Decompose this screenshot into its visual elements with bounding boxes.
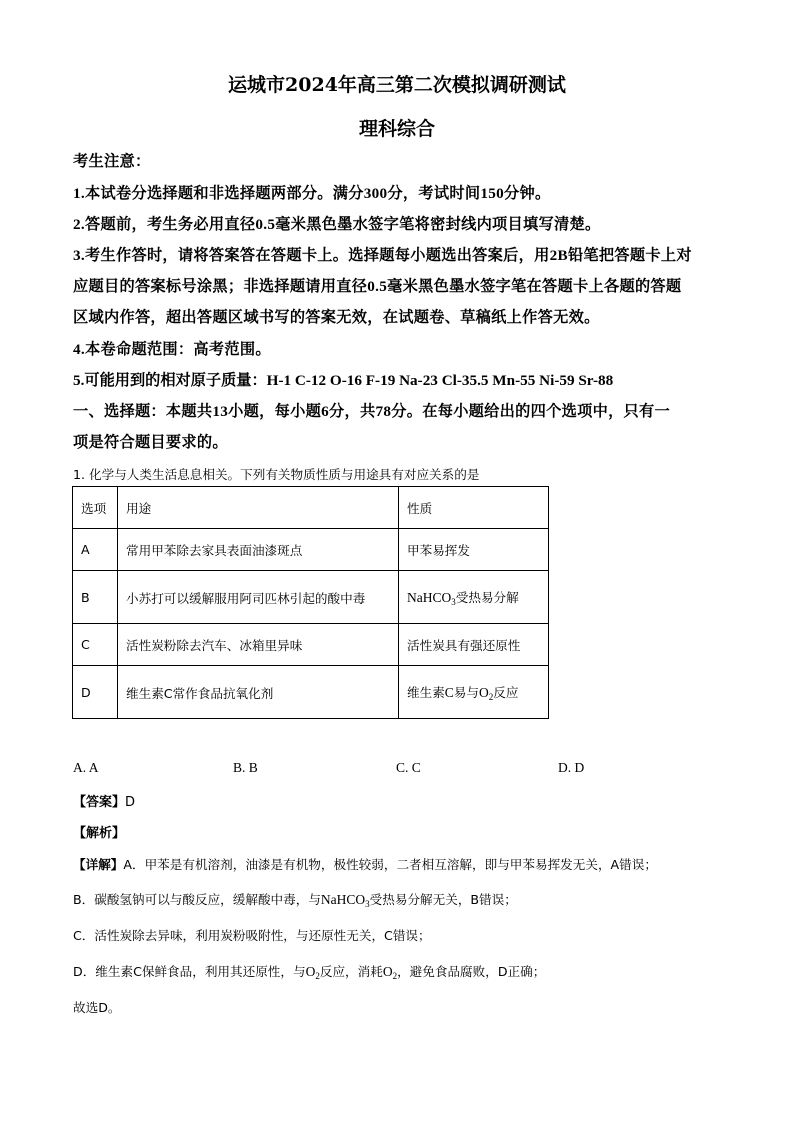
detail-d-subscript: 2 (315, 971, 320, 981)
detail-line-a (73, 854, 657, 873)
row-c-property: 活性炭具有强还原性 (399, 624, 549, 666)
header-property: 性质 (399, 487, 549, 529)
detail-a-text: A．甲苯是有机溶剂，油漆是有机物，极性较弱，二者相互溶解，即与甲苯易挥发无关，A错误； (123, 857, 657, 872)
analysis-label: 【解析】 (73, 826, 126, 841)
row-d-property-text-2: 易与 (453, 685, 479, 700)
options-table (72, 486, 549, 719)
answer-line (73, 791, 135, 810)
notice-item-4: 4.本卷命题范围：高考范围。 (73, 341, 271, 358)
answer-label: 【答案】 (73, 795, 126, 810)
notice-item-3-cont-1: 应题目的答案标号涂黑；非选择题请用直径0.5毫米黑色墨水签字笔在答题卡上各题的答题 (73, 278, 682, 295)
detail-line-c: C．活性炭除去异味，利用炭粉吸附性，与还原性无关，C错误； (73, 928, 431, 943)
section-heading-line2: 项是符合题目要求的。 (73, 434, 228, 451)
choice-b: B. B (233, 760, 258, 775)
table-row (73, 529, 549, 571)
detail-d-subscript-2: 2 (392, 971, 398, 981)
row-d-property-text-3: 反应 (493, 685, 519, 700)
notice-item-1: 1.本试卷分选择题和非选择题两部分。满分300分，考试时间150分钟。 (73, 185, 551, 202)
notice-heading: 考生注意： (73, 153, 151, 170)
row-d-option: D (73, 666, 118, 719)
row-c-use: 活性炭粉除去汽车、冰箱里异味 (118, 624, 399, 666)
notice-item-2: 2.答题前，考生务必用直径0.5毫米黑色墨水签字笔将密封线内项目填写清楚。 (73, 216, 601, 233)
choice-c: C. C (396, 760, 421, 775)
row-b-property-text: 受热易分解 (455, 590, 519, 605)
row-d-property-text-1: 维生素 (407, 685, 445, 700)
table-row (73, 624, 549, 666)
row-b-use: 小苏打可以缓解服用阿司匹林引起的酸中毒 (118, 571, 399, 624)
row-a-property: 甲苯易挥发 (399, 529, 549, 571)
row-a-option: A (73, 529, 118, 571)
nahco3-formula: NaHCO (407, 590, 452, 605)
table-row (73, 666, 549, 719)
row-c-option: C (73, 624, 118, 666)
detail-d-text-3: ，避免食品腐败，D正确； (397, 964, 546, 979)
row-b-property (399, 571, 549, 624)
detail-line-b (73, 889, 517, 909)
answer-value: D (125, 795, 136, 810)
table-header-row (73, 487, 549, 529)
detail-d-text-1: D．维生素C保鲜食品，利用其还原性，与 (73, 964, 306, 979)
detail-d-oxygen: O (305, 964, 316, 979)
row-d-property (399, 666, 549, 719)
question-1-stem: 1. 化学与人类生活息息相关。下列有关物质性质与用途具有对应关系的是 (73, 467, 480, 482)
section-heading-line1: 一、选择题：本题共13小题，每小题6分，共78分。在每小题给出的四个选项中，只有一 (73, 403, 671, 420)
oxygen-formula: O (478, 685, 489, 700)
notice-item-5: 5.可能用到的相对原子质量：H-1 C-12 O-16 F-19 Na-23 Cl-35.5 Mn-55 Ni-59 Sr-88 (73, 372, 614, 389)
detail-label: 【详解】 (73, 857, 124, 872)
notice-item-3-cont-2: 区域内作答，超出答题区域书写的答案无效，在试题卷、草稿纸上作答无效。 (73, 309, 600, 326)
detail-d-oxygen-2: O (382, 964, 393, 979)
header-use: 用途 (118, 487, 399, 529)
choice-a: A. A (73, 760, 99, 775)
header-option: 选项 (73, 487, 118, 529)
nahco3-subscript: 3 (451, 597, 456, 607)
row-d-use: 维生素C常作食品抗氧化剂 (118, 666, 399, 719)
detail-b-subscript: 3 (365, 899, 370, 909)
exam-title: 运城市2024年高三第二次模拟调研测试 (228, 74, 566, 96)
row-b-option: B (73, 571, 118, 624)
notice-item-3: 3.考生作答时，请将答案答在答题卡上。选择题每小题选出答案后，用2B铅笔把答题卡上对 (73, 247, 692, 264)
exam-subtitle: 理科综合 (358, 118, 435, 140)
vitamin-c-letter: C (444, 685, 454, 700)
table-row (73, 571, 549, 624)
row-a-use: 常用甲苯除去家具表面油漆斑点 (118, 529, 399, 571)
detail-d-text-2: 反应，消耗 (319, 964, 383, 979)
conclusion-line: 故选D。 (73, 1000, 121, 1015)
analysis-line (73, 822, 125, 841)
oxygen-subscript: 2 (488, 692, 494, 702)
detail-b-text-1: B．碳酸氢钠可以与酸反应，缓解酸中毒，与 (73, 892, 321, 907)
detail-b-nahco3: NaHCO (320, 892, 366, 907)
detail-line-d (73, 961, 545, 981)
choice-d: D. D (558, 760, 585, 775)
detail-b-text-2: 受热易分解无关，B错误； (369, 892, 517, 907)
